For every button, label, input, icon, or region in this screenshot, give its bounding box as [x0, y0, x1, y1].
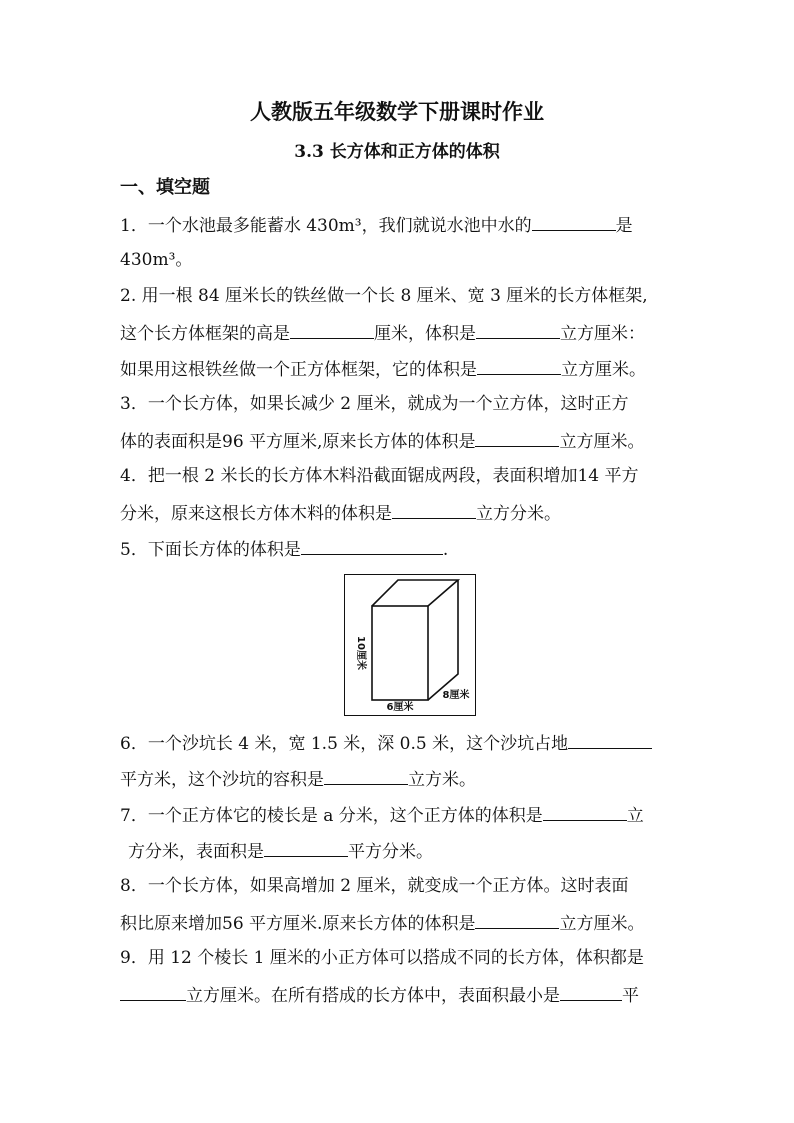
- cuboid-fill: [372, 580, 458, 700]
- question-7-line-2: [128, 838, 682, 864]
- question-8-line-1: [120, 874, 682, 898]
- question-text: 分米，原来这根长方体木料的体积是: [120, 504, 392, 524]
- page-title: 人教版五年级数学下册课时作业: [250, 99, 544, 124]
- answer-blank[interactable]: [301, 536, 443, 555]
- question-6-line-1: [120, 730, 682, 756]
- question-6-line-2: [120, 766, 682, 792]
- question-text: 平方米，这个沙坑的容积是: [120, 770, 324, 790]
- question-text: 方分米，表面积是: [128, 842, 264, 862]
- question-9-line-1: [120, 946, 682, 970]
- question-text: 5．下面长方体的体积是: [120, 540, 301, 560]
- question-2-line-2: [120, 320, 682, 346]
- question-text: 立方厘米。: [561, 360, 646, 380]
- question-2-line-1: [120, 284, 682, 308]
- question-text: .: [442, 540, 449, 560]
- question-text: 立方厘米：: [560, 324, 645, 344]
- answer-blank[interactable]: [475, 428, 559, 447]
- question-text: 立: [626, 806, 644, 826]
- section-heading: 一、填空题: [120, 177, 210, 198]
- question-4-line-1: [120, 464, 682, 488]
- answer-blank[interactable]: [392, 500, 476, 519]
- question-text: 积比原来增加56 平方厘米.原来长方体的体积是: [120, 914, 476, 934]
- question-7-line-1: [120, 802, 682, 828]
- question-text: 体的表面积是96 平方厘米,原来长方体的体积是: [120, 432, 476, 452]
- question-8-line-2: [120, 910, 682, 936]
- question-text: 3．一个长方体，如果长减少 2 厘米，就成为一个立方体，这时正方: [120, 394, 629, 414]
- height-label: 10厘米: [355, 636, 366, 670]
- question-text: 立方厘米。: [559, 914, 645, 934]
- question-text: 9．用 12 个棱长 1 厘米的小正方体可以搭成不同的长方体，体积都是: [120, 948, 644, 968]
- question-text: 这个长方体框架的高是: [120, 324, 290, 344]
- question-text: 平方分米。: [348, 842, 433, 862]
- cuboid-drawing: [344, 574, 476, 716]
- depth-label: 8厘米: [442, 690, 470, 701]
- answer-blank[interactable]: [290, 320, 374, 339]
- question-2-line-3: [120, 356, 682, 382]
- answer-blank[interactable]: [476, 320, 560, 339]
- question-text: 7．一个正方体它的棱长是 a 分米，这个正方体的体积是: [120, 806, 543, 826]
- answer-blank[interactable]: [324, 766, 408, 785]
- width-label: 6厘米: [386, 702, 414, 713]
- answer-blank[interactable]: [532, 212, 616, 231]
- question-text: 430m³。: [120, 250, 193, 270]
- question-text: 立方米。: [408, 770, 476, 790]
- answer-blank[interactable]: [477, 356, 561, 375]
- question-text: 厘米，体积是: [374, 324, 476, 344]
- question-text: 平: [622, 986, 639, 1006]
- question-text: 4．把一根 2 米长的长方体木料沿截面锯成两段，表面积增加14 平方: [120, 466, 639, 486]
- question-text: 8．一个长方体，如果高增加 2 厘米，就变成一个正方体。这时表面: [120, 876, 629, 896]
- answer-blank[interactable]: [475, 910, 559, 929]
- question-4-line-2: [120, 500, 682, 526]
- question-3-line-2: [120, 428, 682, 454]
- question-text: 立方厘米。在所有搭成的长方体中，表面积最小是: [186, 986, 560, 1006]
- question-9-line-2: [120, 982, 682, 1008]
- question-text: 是: [615, 216, 633, 236]
- answer-blank[interactable]: [568, 730, 652, 749]
- answer-blank[interactable]: [560, 982, 622, 1001]
- answer-blank[interactable]: [120, 982, 186, 1001]
- question-1-line-1: [120, 212, 682, 238]
- question-5-line-1: [120, 536, 682, 562]
- cuboid-figure: [344, 574, 476, 716]
- question-text: 如果用这根铁丝做一个正方体框架，它的体积是: [120, 360, 477, 380]
- question-1-line-2: [120, 248, 682, 272]
- question-3-line-1: [120, 392, 682, 416]
- question-text: 1．一个水池最多能蓄水 430m³，我们就说水池中水的: [120, 216, 532, 236]
- question-text: 立方分米。: [476, 504, 561, 524]
- question-text: 立方厘米。: [559, 432, 645, 452]
- answer-blank[interactable]: [264, 838, 348, 857]
- lesson-subtitle: 3.3 长方体和正方体的体积: [294, 142, 500, 162]
- question-text: 6．一个沙坑长 4 米，宽 1.5 米，深 0.5 米，这个沙坑占地: [120, 734, 569, 754]
- answer-blank[interactable]: [543, 802, 627, 821]
- question-text: 2. 用一根 84 厘米长的铁丝做一个长 8 厘米、宽 3 厘米的长方体框架,: [120, 286, 648, 306]
